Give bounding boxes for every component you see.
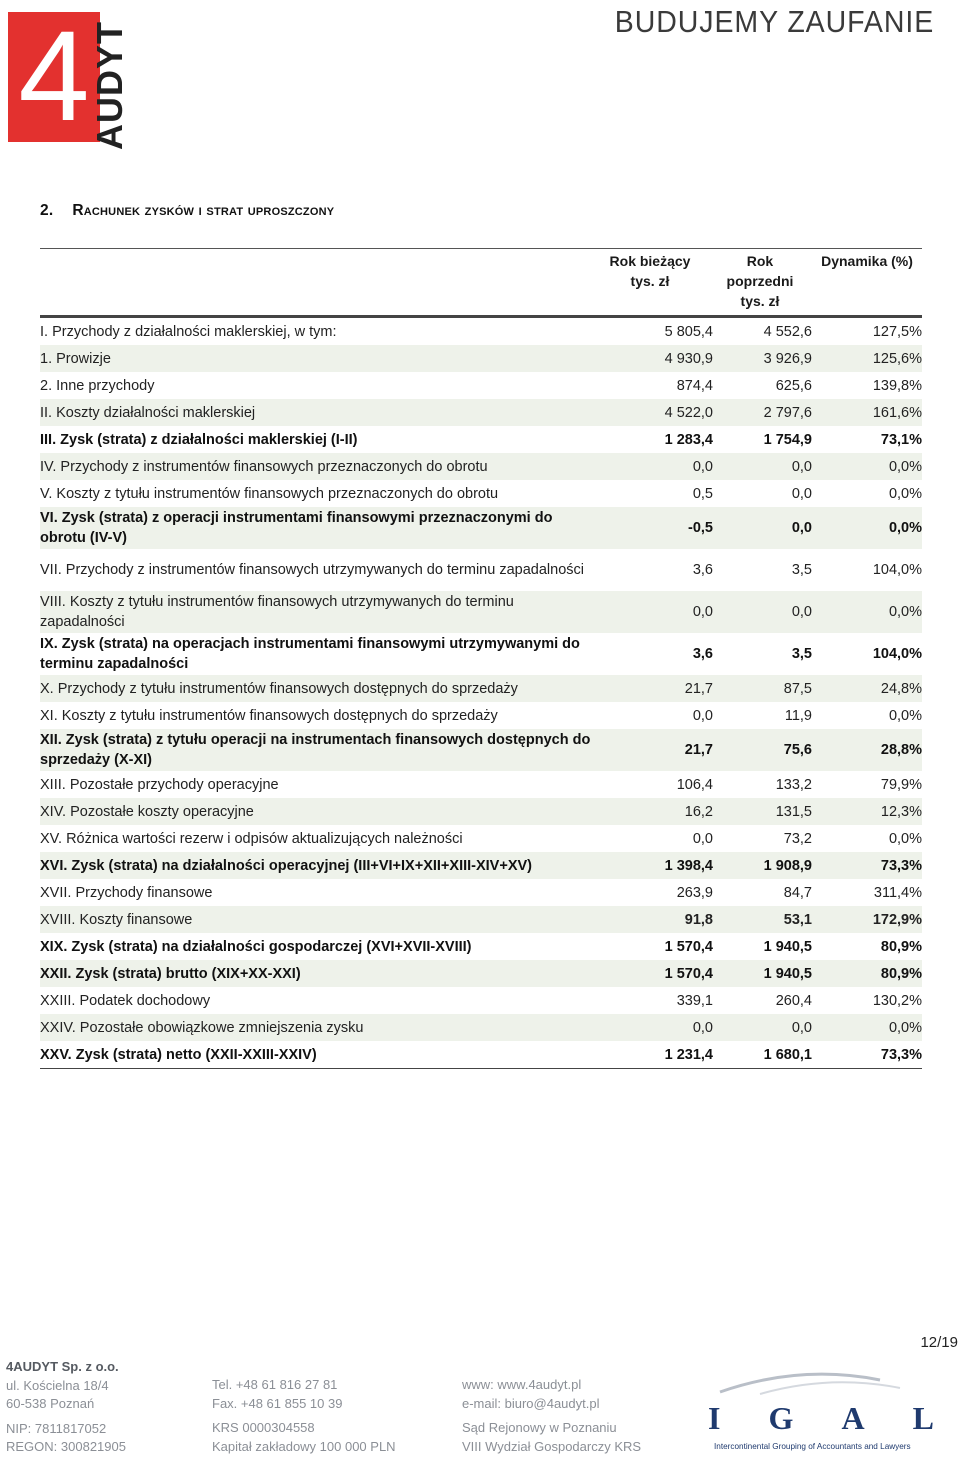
- section-number: 2.: [40, 202, 54, 219]
- table-row: [40, 549, 922, 591]
- row-dynamics-value: 0,0%: [888, 707, 922, 724]
- header-current-line1: Rok bieżący: [609, 253, 691, 269]
- table-row: [40, 426, 922, 453]
- row-current-value: 16,2: [684, 803, 713, 820]
- row-current-value: -0,5: [688, 520, 713, 536]
- row-previous-value: 3 926,9: [763, 350, 812, 367]
- footer-company: 4AUDYT Sp. z o.o.: [6, 1359, 119, 1374]
- table-row: [40, 771, 922, 798]
- table-row: [40, 960, 922, 987]
- footer-address: [6, 1358, 126, 1457]
- row-label: V. Koszty z tytułu instrumentów finansowych przeznaczonych do obrotu: [40, 485, 499, 502]
- table-row: [40, 906, 922, 933]
- row-label: XVI. Zysk (strata) na działalności operacyjnej (III+VI+IX+XII+XIII-XIV+XV): [40, 857, 532, 874]
- footer-nip: NIP: 7811817052: [6, 1420, 107, 1436]
- table-row: [40, 825, 922, 852]
- logo-word: AUDYT: [89, 21, 130, 150]
- table-row: [40, 852, 922, 879]
- igal-letters: [708, 1400, 934, 1437]
- footer-www[interactable]: www: www.4audyt.pl: [462, 1377, 582, 1392]
- table-row: [40, 675, 922, 702]
- row-dynamics-value: 28,8%: [880, 742, 922, 758]
- row-dynamics-value: 104,0%: [872, 562, 922, 578]
- row-label: VIII. Koszty z tytułu instrumentów finansowych utrzymywanych do terminu zapadalności: [40, 594, 514, 630]
- row-dynamics-value: 79,9%: [880, 776, 922, 793]
- row-previous-value: 3,5: [791, 646, 812, 662]
- row-current-value: 0,0: [692, 830, 713, 847]
- row-dynamics-value: 0,0%: [888, 520, 922, 536]
- row-previous-value: 53,1: [783, 911, 812, 928]
- header-dynamics-line1: Dynamika (%): [821, 253, 913, 269]
- table-row: [40, 507, 922, 549]
- row-dynamics-value: 24,8%: [880, 680, 922, 697]
- row-previous-value: 1 940,5: [763, 938, 812, 955]
- row-current-value: 1 283,4: [664, 431, 713, 448]
- table-row: [40, 729, 922, 771]
- igal-logo: [700, 1366, 950, 1462]
- row-previous-value: 0,0: [791, 458, 812, 475]
- row-dynamics-value: 73,1%: [880, 431, 922, 448]
- row-label: XI. Koszty z tytułu instrumentów finansowych dostępnych do sprzedaży: [40, 707, 498, 724]
- header-current-year: [600, 251, 700, 291]
- table-row: [40, 318, 922, 345]
- row-previous-value: 260,4: [775, 992, 812, 1009]
- header-previous-year: [710, 251, 810, 311]
- row-label: XIV. Pozostałe koszty operacyjne: [40, 803, 254, 820]
- row-current-value: 4 522,0: [664, 404, 713, 421]
- table-header: [40, 249, 922, 318]
- income-statement-table: [40, 248, 922, 1069]
- table-row: [40, 933, 922, 960]
- row-label: XVII. Przychody finansowe: [40, 884, 213, 901]
- footer-dept: VIII Wydział Gospodarczy KRS: [462, 1438, 642, 1454]
- header-previous-line3: tys. zł: [740, 293, 780, 309]
- row-current-value: 0,0: [692, 1019, 713, 1036]
- row-current-value: 3,6: [692, 562, 713, 578]
- row-previous-value: 75,6: [783, 742, 812, 758]
- row-dynamics-value: 172,9%: [872, 911, 922, 928]
- row-previous-value: 0,0: [791, 485, 812, 502]
- footer-fax: Fax. +48 61 855 10 39: [212, 1395, 343, 1411]
- table-row: [40, 633, 922, 675]
- row-previous-value: 73,2: [783, 830, 812, 847]
- footer-web: [462, 1376, 641, 1456]
- table-row: [40, 987, 922, 1014]
- row-current-value: 21,7: [684, 680, 713, 697]
- row-dynamics-value: 73,3%: [880, 857, 922, 874]
- row-current-value: 4 930,9: [664, 350, 713, 367]
- section-title: [40, 202, 334, 220]
- company-logo: [8, 5, 138, 150]
- row-previous-value: 0,0: [791, 1019, 812, 1036]
- row-current-value: 91,8: [684, 911, 713, 928]
- footer-krs: KRS 0000304558: [212, 1420, 315, 1435]
- logo-digit: 4: [18, 5, 90, 148]
- row-current-value: 1 570,4: [664, 965, 713, 982]
- row-previous-value: 131,5: [775, 803, 812, 820]
- row-previous-value: 133,2: [775, 776, 812, 793]
- row-label: XV. Różnica wartości rezerw i odpisów aktualizujących należności: [40, 830, 463, 847]
- footer-court: Sąd Rejonowy w Poznaniu: [462, 1420, 617, 1435]
- row-current-value: 0,5: [692, 485, 713, 502]
- table-body: [40, 318, 922, 1069]
- row-label: I. Przychody z działalności maklerskiej, w tym:: [40, 323, 337, 340]
- table-row: [40, 453, 922, 480]
- row-label: XII. Zysk (strata) z tytułu operacji na instrumentach finansowych dostępnych do sprzedaży (X-XI): [40, 732, 591, 768]
- row-label: III. Zysk (strata) z działalności maklerskiej (I-II): [40, 431, 358, 448]
- table-row: [40, 345, 922, 372]
- row-dynamics-value: 80,9%: [880, 965, 922, 982]
- row-previous-value: 87,5: [783, 680, 812, 697]
- page-footer: [0, 1356, 960, 1466]
- row-label: XIX. Zysk (strata) na działalności gospodarczej (XVI+XVII-XVIII): [40, 938, 472, 955]
- row-dynamics-value: 125,6%: [872, 350, 922, 367]
- table-row: [40, 702, 922, 729]
- footer-capital: Kapitał zakładowy 100 000 PLN: [212, 1438, 396, 1454]
- row-label: VII. Przychody z instrumentów finansowych utrzymywanych do terminu zapadalności: [40, 562, 584, 578]
- row-previous-value: 625,6: [775, 377, 812, 394]
- footer-regon: REGON: 300821905: [6, 1439, 126, 1454]
- table-row: [40, 1014, 922, 1041]
- row-label: X. Przychody z tytułu instrumentów finansowych dostępnych do sprzedaży: [40, 680, 518, 697]
- row-dynamics-value: 311,4%: [873, 884, 922, 901]
- section-title-text: Rachunek zysków i strat uproszczony: [72, 202, 335, 219]
- row-current-value: 21,7: [684, 742, 713, 758]
- igal-letter-i: I: [708, 1400, 721, 1436]
- table-row: [40, 879, 922, 906]
- row-current-value: 106,4: [676, 776, 713, 793]
- row-current-value: 874,4: [676, 377, 713, 394]
- table-row: [40, 798, 922, 825]
- row-dynamics-value: 80,9%: [880, 938, 922, 955]
- row-label: XXV. Zysk (strata) netto (XXII-XXIII-XXIV): [40, 1046, 317, 1063]
- row-dynamics-value: 0,0%: [888, 830, 922, 847]
- row-label: XXIII. Podatek dochodowy: [40, 992, 211, 1009]
- header-dynamics: [812, 251, 922, 271]
- footer-tel: Tel. +48 61 816 27 81: [212, 1377, 338, 1392]
- header-previous-line2: poprzedni: [726, 273, 794, 289]
- row-current-value: 0,0: [692, 707, 713, 724]
- table-row: [40, 480, 922, 507]
- igal-letter-a: A: [841, 1400, 865, 1436]
- row-label: II. Koszty działalności maklerskiej: [40, 404, 256, 421]
- row-previous-value: 2 797,6: [763, 404, 812, 421]
- row-current-value: 1 231,4: [664, 1046, 713, 1063]
- row-label: VI. Zysk (strata) z operacji instrumentami finansowymi przeznaczonymi do obrotu (IV-V): [40, 510, 553, 546]
- footer-street: ul. Kościelna 18/4: [6, 1377, 109, 1393]
- igal-subtitle: Intercontinental Grouping of Accountants and Lawyers: [714, 1442, 911, 1451]
- row-dynamics-value: 73,3%: [880, 1046, 922, 1063]
- row-current-value: 1 570,4: [664, 938, 713, 955]
- page-number: 12/19: [920, 1334, 958, 1351]
- igal-letter-g: G: [768, 1400, 794, 1436]
- row-current-value: 0,0: [692, 458, 713, 475]
- row-label: IX. Zysk (strata) na operacjach instrumentami finansowymi utrzymywanymi do terminu zapadalności: [40, 636, 580, 672]
- row-dynamics-value: 161,6%: [872, 404, 922, 421]
- row-current-value: 1 398,4: [664, 857, 713, 874]
- row-current-value: 263,9: [676, 884, 713, 901]
- row-previous-value: 4 552,6: [763, 323, 812, 340]
- row-previous-value: 3,5: [791, 562, 812, 578]
- row-dynamics-value: 127,5%: [872, 323, 922, 340]
- row-label: XIII. Pozostałe przychody operacyjne: [40, 776, 279, 793]
- row-current-value: 5 805,4: [664, 323, 713, 340]
- row-dynamics-value: 0,0%: [888, 604, 922, 620]
- row-dynamics-value: 104,0%: [872, 646, 922, 662]
- row-label: XVIII. Koszty finansowe: [40, 911, 193, 928]
- row-label: IV. Przychody z instrumentów finansowych przeznaczonych do obrotu: [40, 458, 488, 475]
- footer-city: 60-538 Poznań: [6, 1396, 95, 1411]
- row-dynamics-value: 130,2%: [872, 992, 922, 1009]
- row-current-value: 0,0: [692, 604, 713, 620]
- table-row: [40, 591, 922, 633]
- footer-contact: [212, 1376, 396, 1456]
- row-label: 1. Prowizje: [40, 350, 111, 367]
- row-dynamics-value: 0,0%: [888, 1019, 922, 1036]
- tagline: BUDUJEMY ZAUFANIE: [614, 4, 934, 39]
- row-previous-value: 1 680,1: [763, 1046, 812, 1063]
- footer-email[interactable]: e-mail: biuro@4audyt.pl: [462, 1395, 600, 1411]
- row-current-value: 339,1: [676, 992, 713, 1009]
- table-row: [40, 372, 922, 399]
- header-current-line2: tys. zł: [630, 273, 670, 289]
- row-previous-value: 11,9: [784, 707, 812, 724]
- table-row: [40, 399, 922, 426]
- row-previous-value: 84,7: [783, 884, 812, 901]
- row-label: XXIV. Pozostałe obowiązkowe zmniejszenia zysku: [40, 1019, 364, 1036]
- header-previous-line1: Rok: [746, 253, 774, 269]
- row-label: 2. Inne przychody: [40, 377, 155, 394]
- row-previous-value: 1 908,9: [763, 857, 812, 874]
- row-dynamics-value: 139,8%: [872, 377, 922, 394]
- row-previous-value: 1 754,9: [763, 431, 812, 448]
- row-dynamics-value: 0,0%: [888, 485, 922, 502]
- row-dynamics-value: 0,0%: [888, 458, 922, 475]
- row-previous-value: 1 940,5: [763, 965, 812, 982]
- table-row: [40, 1041, 922, 1068]
- igal-letter-l: L: [912, 1400, 934, 1436]
- row-current-value: 3,6: [692, 646, 713, 662]
- row-previous-value: 0,0: [791, 520, 812, 536]
- row-previous-value: 0,0: [791, 604, 812, 620]
- row-dynamics-value: 12,3%: [880, 803, 922, 820]
- row-label: XXII. Zysk (strata) brutto (XIX+XX-XXI): [40, 965, 301, 982]
